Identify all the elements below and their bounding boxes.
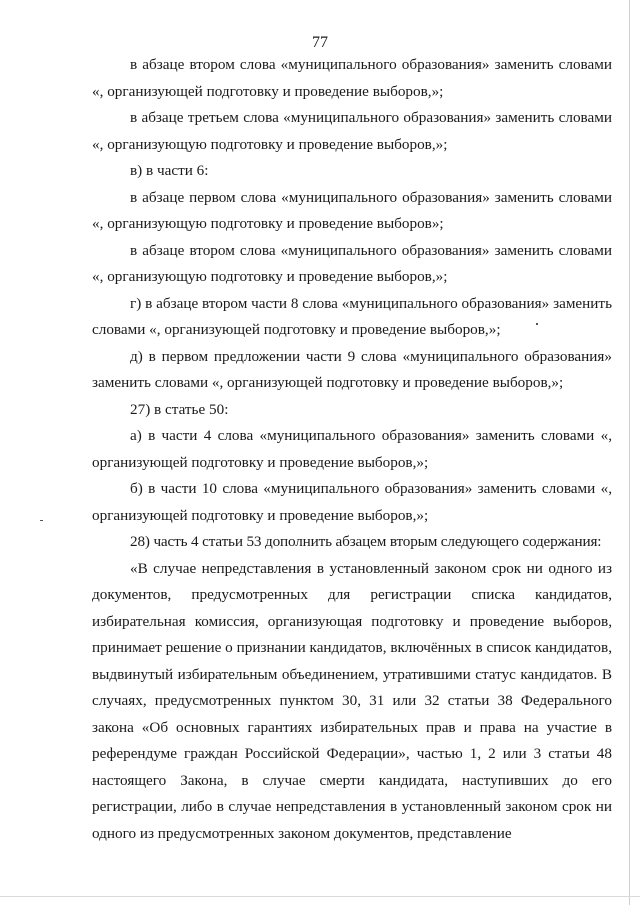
- paragraph-8: 27) в статье 50:: [130, 400, 229, 418]
- paragraph-1: в абзаце втором слова «муниципального образования» заменить словами «, организующей подготовку и проведение выборов,»;: [92, 56, 612, 100]
- scan-edge-bottom: [0, 896, 640, 897]
- scan-speck: [536, 323, 538, 325]
- paragraph-9: а) в части 4 слова «муниципального образования» заменить словами «, организующей подготовку и проведение выборов,»;: [92, 427, 612, 471]
- scan-edge-right: [629, 0, 630, 905]
- paragraph-3: в) в части 6:: [130, 162, 209, 179]
- scan-speck: [40, 520, 43, 521]
- page-number: 77: [312, 34, 328, 51]
- document-body: [92, 52, 612, 847]
- paragraph-7: д) в первом предложении части 9 слова «муниципального образования» заменить словами «, организующей подготовку и проведение выборов,»;: [92, 347, 612, 391]
- paragraph-2: в абзаце третьем слова «муниципального образования» заменить словами «, организующую подготовку и проведение выборов,»;: [92, 109, 612, 153]
- paragraph-11: 28) часть 4 статьи 53 дополнить абзацем вторым следующего содержания:: [130, 533, 602, 550]
- paragraph-12: «В случае непредставления в установленный законом срок ни одного из документов, предусмотренных для регистрации списка кандидатов, избирательная комиссия, организующая подготовку и проведение выборов, принимает решение о признании кандидатов, включённых в список кандидатов, выдвинутый избирательным объединением, утратившими статус кандидатов. В случаях, предусмотренных пунктом 30, 31 или 32 статьи 38 Федерального закона «Об основных гарантиях избирательных прав и права на участие в референдуме граждан Российской Федерации», частью 1, 2 или 3 статьи 48 настоящего Закона, в случае смерти кандидата, наступивших до его регистрации, либо в случае непредставления в установленный законом срок ни одного из предусмотренных законом документов, представление: [92, 559, 612, 842]
- paragraph-5: в абзаце втором слова «муниципального образования» заменить словами «, организующую подготовку и проведение выборов,»;: [92, 241, 612, 285]
- paragraph-6: г) в абзаце втором части 8 слова «муниципального образования» заменить словами «, организующей подготовку и проведение выборов,»;: [92, 294, 612, 338]
- paragraph-10: б) в части 10 слова «муниципального образования» заменить словами «, организующей подготовку и проведение выборов,»;: [92, 480, 612, 524]
- paragraph-4: в абзаце первом слова «муниципального образования» заменить словами «, организующую подготовку и проведение выборов»;: [92, 188, 612, 232]
